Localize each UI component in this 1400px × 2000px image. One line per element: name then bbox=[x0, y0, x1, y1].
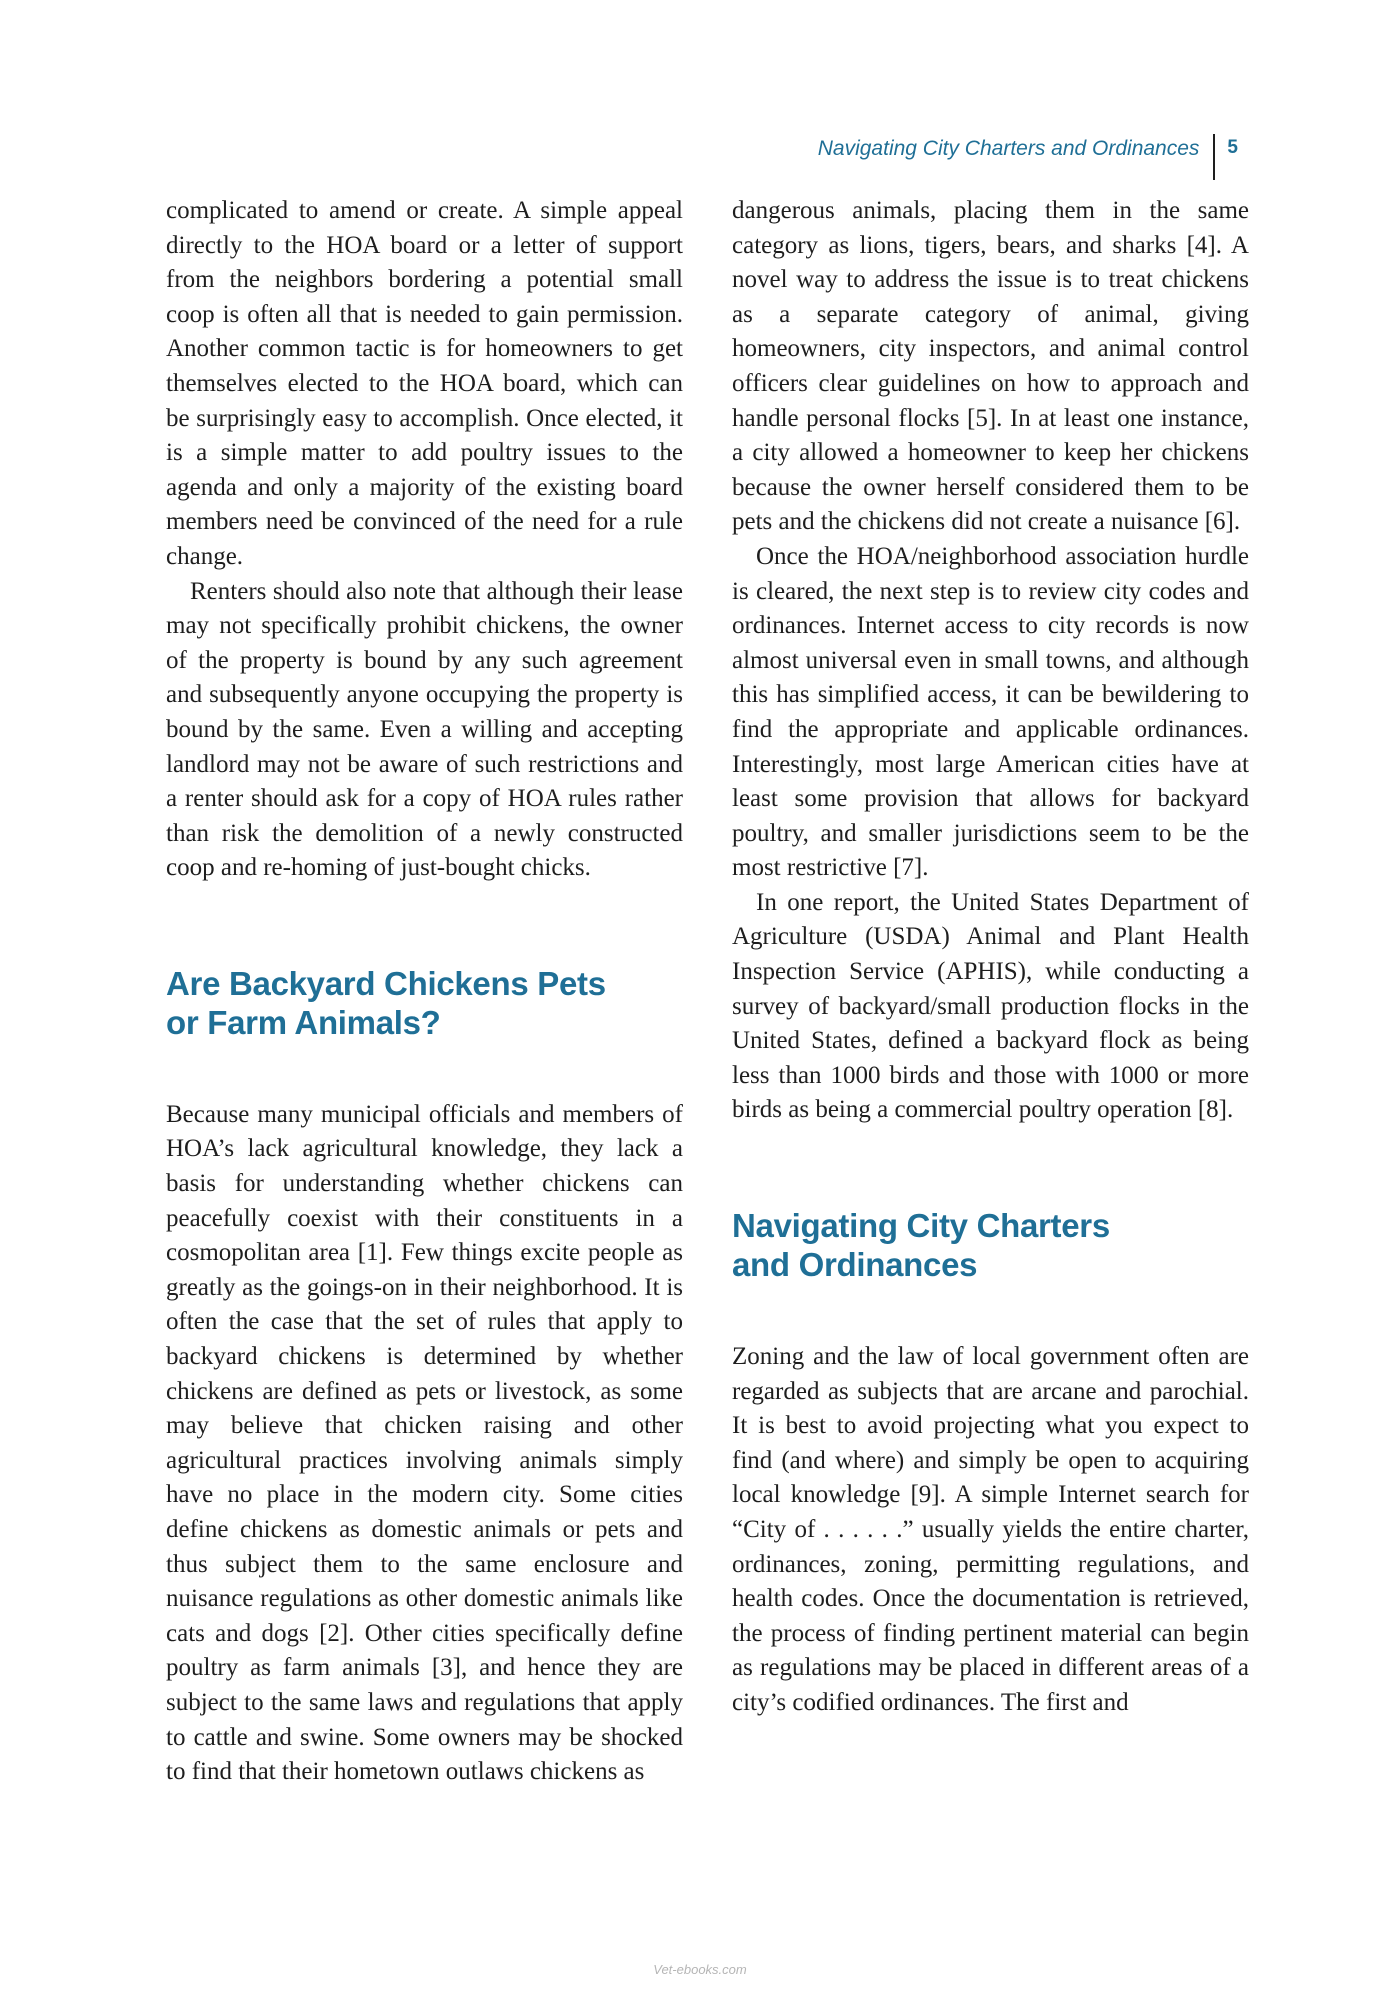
section-heading-line-1: Are Backyard Chickens Pets bbox=[166, 964, 606, 1002]
left-paragraph-3: Because many municipal officials and members of HOA’s lack agricultural knowledge, they lack a basis for understanding whether chickens can peacefully coexist with their constituents in a cosmopolitan area [1]. Few things excite people as greatly as the goings-on in their neighborhood. It is often the case that the set of rules that apply to backyard chickens is determined by whether chickens are defined as pets or livestock, as some may believe that chicken raising and other agricultural practices involving animals simply have no place in the modern city. Some cities define chickens as domestic animals or pets and thus subject them to the same enclosure and nuisance regulations as other domestic animals like cats and dogs [2]. Other cities specifically define poultry as farm animals [3], and hence they are subject to the same laws and regulations that apply to cattle and swine. Some owners may be shocked to find that their hometown outlaws chickens as bbox=[166, 1100, 683, 1786]
section-heading-line-1: Navigating City Charters bbox=[732, 1207, 1110, 1245]
running-head-title: Navigating City Charters and Ordinances bbox=[817, 137, 1200, 160]
left-paragraph-2: Renters should also note that although their lease may not specifically prohibit chickens, the owner of the property is bound by any such agreement and subsequently anyone occupying the property is bound by the same. Even a willing and accepting landlord may not be aware of such restrictions and a renter should ask for a copy of HOA rules rather than risk the demolition of a newly constructed coop and re-homing of just-bought chicks. bbox=[166, 577, 683, 882]
running-head bbox=[818, 134, 1238, 180]
right-paragraph-4: Zoning and the law of local government often are regarded as subjects that are arcane and parochial. It is best to avoid projecting what you expect to find (and where) and simply be open to acquiring local knowledge [9]. A simple Internet search for “City of . . . . . .” usually yields the entire charter, ordinances, zoning, permitting regulations, and health codes. Once the documentation is retrieved, the process of finding pertinent material can begin as regulations may be placed in different areas of a city’s codified ordinances. The first and bbox=[732, 1343, 1249, 1716]
section-heading-city-charters bbox=[732, 1206, 1249, 1284]
left-paragraph-1: complicated to amend or create. A simple appeal directly to the HOA board or a letter of support from the neighbors bordering a potential small coop is often all that is needed to gain permission. Another common tactic is for homeowners to get themselves elected to the HOA board, which can be surprisingly easy to accomplish. Once elected, it is a simple matter to add poultry issues to the agenda and only a majority of the existing board members need be convinced of the need for a rule change. bbox=[166, 197, 683, 570]
right-paragraph-1: dangerous animals, placing them in the same category as lions, tigers, bears, and sharks [4]. A novel way to address the issue is to treat chickens as a separate category of animal, giving homeowners, city inspectors, and animal control officers clear guidelines on how to approach and handle personal flocks [5]. In at least one instance, a city allowed a homeowner to keep her chickens because the owner herself considered them to be pets and the chickens did not create a nuisance [6]. bbox=[732, 197, 1249, 536]
page-number: 5 bbox=[1227, 137, 1238, 158]
right-paragraph-3: In one report, the United States Department of Agriculture (USDA) Animal and Plant Health Inspection Service (APHIS), while conducting a survey of backyard/small production flocks in the United States, defined a backyard flock as being less than 1000 birds and those with 1000 or more birds as being a commercial poultry operation [8]. bbox=[732, 888, 1249, 1124]
left-column bbox=[166, 194, 683, 1790]
section-heading-line-2: and Ordinances bbox=[732, 1246, 978, 1284]
section-heading-line-2: or Farm Animals? bbox=[166, 1003, 441, 1041]
section-heading-pets-or-farm-animals bbox=[166, 964, 683, 1042]
right-paragraph-2: Once the HOA/neighborhood association hurdle is cleared, the next step is to review city codes and ordinances. Internet access to city records is now almost universal even in small towns, and although this has simplified access, it can be bewildering to find the appropriate and applicable ordinances. Interestingly, most large American cities have at least some provision that allows for backyard poultry, and smaller jurisdictions seem to be the most restrictive [7]. bbox=[732, 542, 1249, 882]
right-column bbox=[732, 194, 1249, 1721]
watermark-logo: Vet-ebooks.com bbox=[653, 1962, 747, 1977]
